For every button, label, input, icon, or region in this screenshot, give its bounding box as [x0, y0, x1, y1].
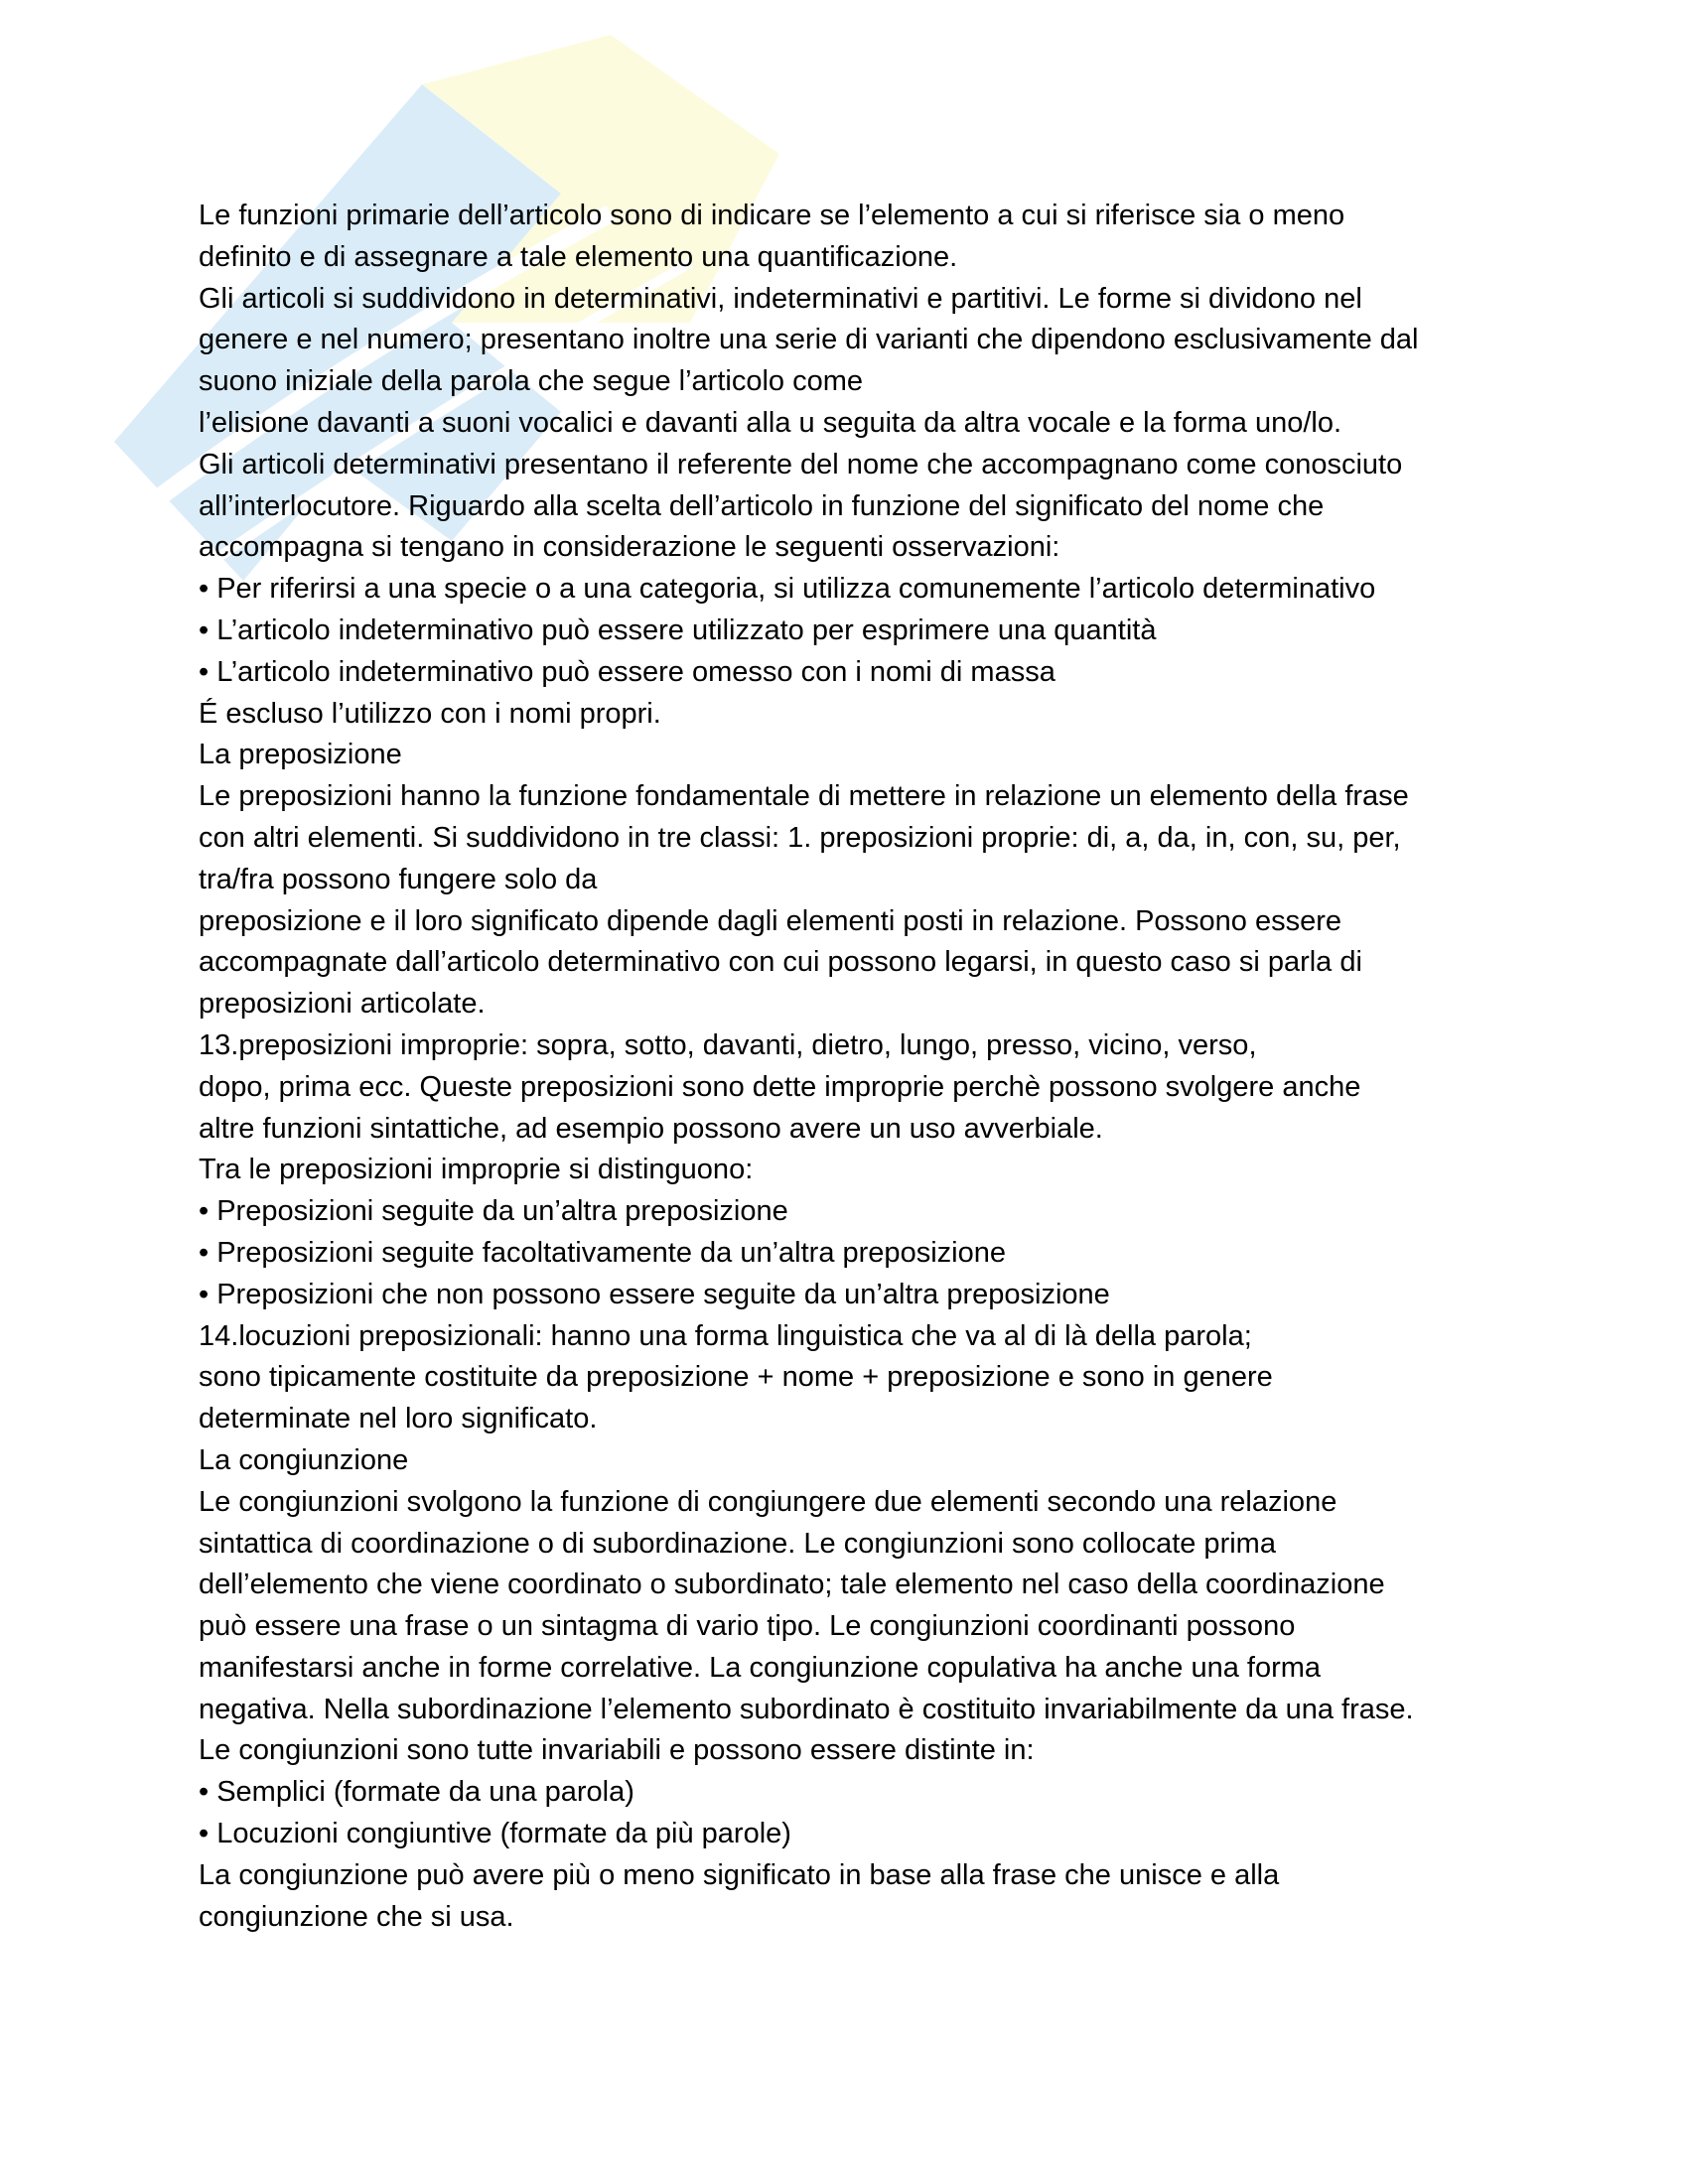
text-line: genere e nel numero; presentano inoltre una serie di varianti che dipendono esclusivamente dal — [199, 324, 1419, 356]
bullet-item: • Locuzioni congiuntive (formate da più parole) — [199, 1818, 791, 1850]
text-line: Le congiunzioni sono tutte invariabili e possono essere distinte in: — [199, 1734, 1035, 1767]
text-line: accompagna si tengano in considerazione le seguenti osservazioni: — [199, 531, 1060, 564]
text-line: La congiunzione può avere più o meno significato in base alla frase che unisce e alla — [199, 1858, 1280, 1891]
text-line: Tra le preposizioni improprie si distinguono: — [199, 1154, 754, 1186]
text-line: determinate nel loro significato. — [199, 1403, 598, 1435]
bullet-item: • Semplici (formate da una parola) — [199, 1776, 634, 1809]
text-line: suono iniziale della parola che segue l’articolo come — [199, 365, 864, 398]
text-line: con altri elementi. Si suddividono in tre classi: 1. preposizioni proprie: di, a, da, in, con, su, per, — [199, 821, 1401, 854]
text-line: altre funzioni sintattiche, ad esempio possono avere un uso avverbiale. — [199, 1112, 1103, 1145]
text-line: Gli articoli determinativi presentano il referente del nome che accompagnano come conosciuto — [199, 448, 1403, 480]
text-line: Le funzioni primarie dell’articolo sono di indicare se l’elemento a cui si riferisce sia o meno — [199, 200, 1345, 231]
bullet-item: • Preposizioni che non possono essere seguite da un’altra preposizione — [199, 1278, 1110, 1310]
text-line: manifestarsi anche in forme correlative. La congiunzione copulativa ha anche una forma — [199, 1651, 1322, 1684]
text-line: preposizioni articolate. — [199, 988, 486, 1021]
text-line: sono tipicamente costituite da preposizione + nome + preposizione e sono in genere — [199, 1361, 1273, 1394]
bullet-item: • Preposizioni seguite da un’altra preposizione — [199, 1195, 788, 1228]
text-line: preposizione e il loro significato dipende dagli elementi posti in relazione. Possono essere — [199, 904, 1342, 937]
bullet-item: • L’articolo indeterminativo può essere omesso con i nomi di massa — [199, 655, 1055, 688]
text-line: 14.locuzioni preposizionali: hanno una forma linguistica che va al di là della parola; — [199, 1319, 1252, 1352]
text-line: all’interlocutore. Riguardo alla scelta dell’articolo in funzione del significato del nome che — [199, 489, 1325, 522]
section-heading-congiunzione: La congiunzione — [199, 1443, 409, 1476]
text-line: negativa. Nella subordinazione l’elemento subordinato è costituito invariabilmente da una frase. — [199, 1693, 1414, 1725]
text-line: Le preposizioni hanno la funzione fondamentale di mettere in relazione un elemento della frase — [199, 780, 1409, 813]
text-line: l’elisione davanti a suoni vocalici e davanti alla u seguita da altra vocale e la forma uno/lo. — [199, 406, 1342, 439]
text-line: accompagnate dall’articolo determinativo con cui possono legarsi, in questo caso si parla di — [199, 946, 1362, 979]
bullet-item: • Per riferirsi a una specie o a una categoria, si utilizza comunemente l’articolo determinativo — [199, 573, 1376, 606]
text-line: 13.preposizioni improprie: sopra, sotto, davanti, dietro, lungo, presso, vicino, verso, — [199, 1028, 1257, 1061]
bullet-item: • L’articolo indeterminativo può essere utilizzato per esprimere una quantità — [199, 614, 1157, 646]
text-line: dopo, prima ecc. Queste preposizioni sono dette improprie perchè possono svolgere anche — [199, 1070, 1361, 1103]
text-line: dell’elemento che viene coordinato o subordinato; tale elemento nel caso della coordinazione — [199, 1569, 1385, 1601]
bullet-item: • Preposizioni seguite facoltativamente da un’altra preposizione — [199, 1236, 1006, 1269]
text-line: Gli articoli si suddividono in determinativi, indeterminativi e partitivi. Le forme si dividono nel — [199, 282, 1362, 315]
text-line: Le congiunzioni svolgono la funzione di congiungere due elementi secondo una relazione — [199, 1485, 1337, 1518]
body-text — [199, 196, 1509, 1938]
section-heading-preposizione: La preposizione — [199, 739, 402, 771]
text-line: sintattica di coordinazione o di subordinazione. Le congiunzioni sono collocate prima — [199, 1527, 1276, 1560]
text-line: definito e di assegnare a tale elemento una quantificazione. — [199, 240, 958, 273]
text-line: É escluso l’utilizzo con i nomi propri. — [199, 697, 661, 730]
text-line: può essere una frase o un sintagma di vario tipo. Le congiunzioni coordinanti possono — [199, 1610, 1296, 1643]
text-line: tra/fra possono fungere solo da — [199, 863, 598, 895]
text-line: congiunzione che si usa. — [199, 1900, 514, 1933]
